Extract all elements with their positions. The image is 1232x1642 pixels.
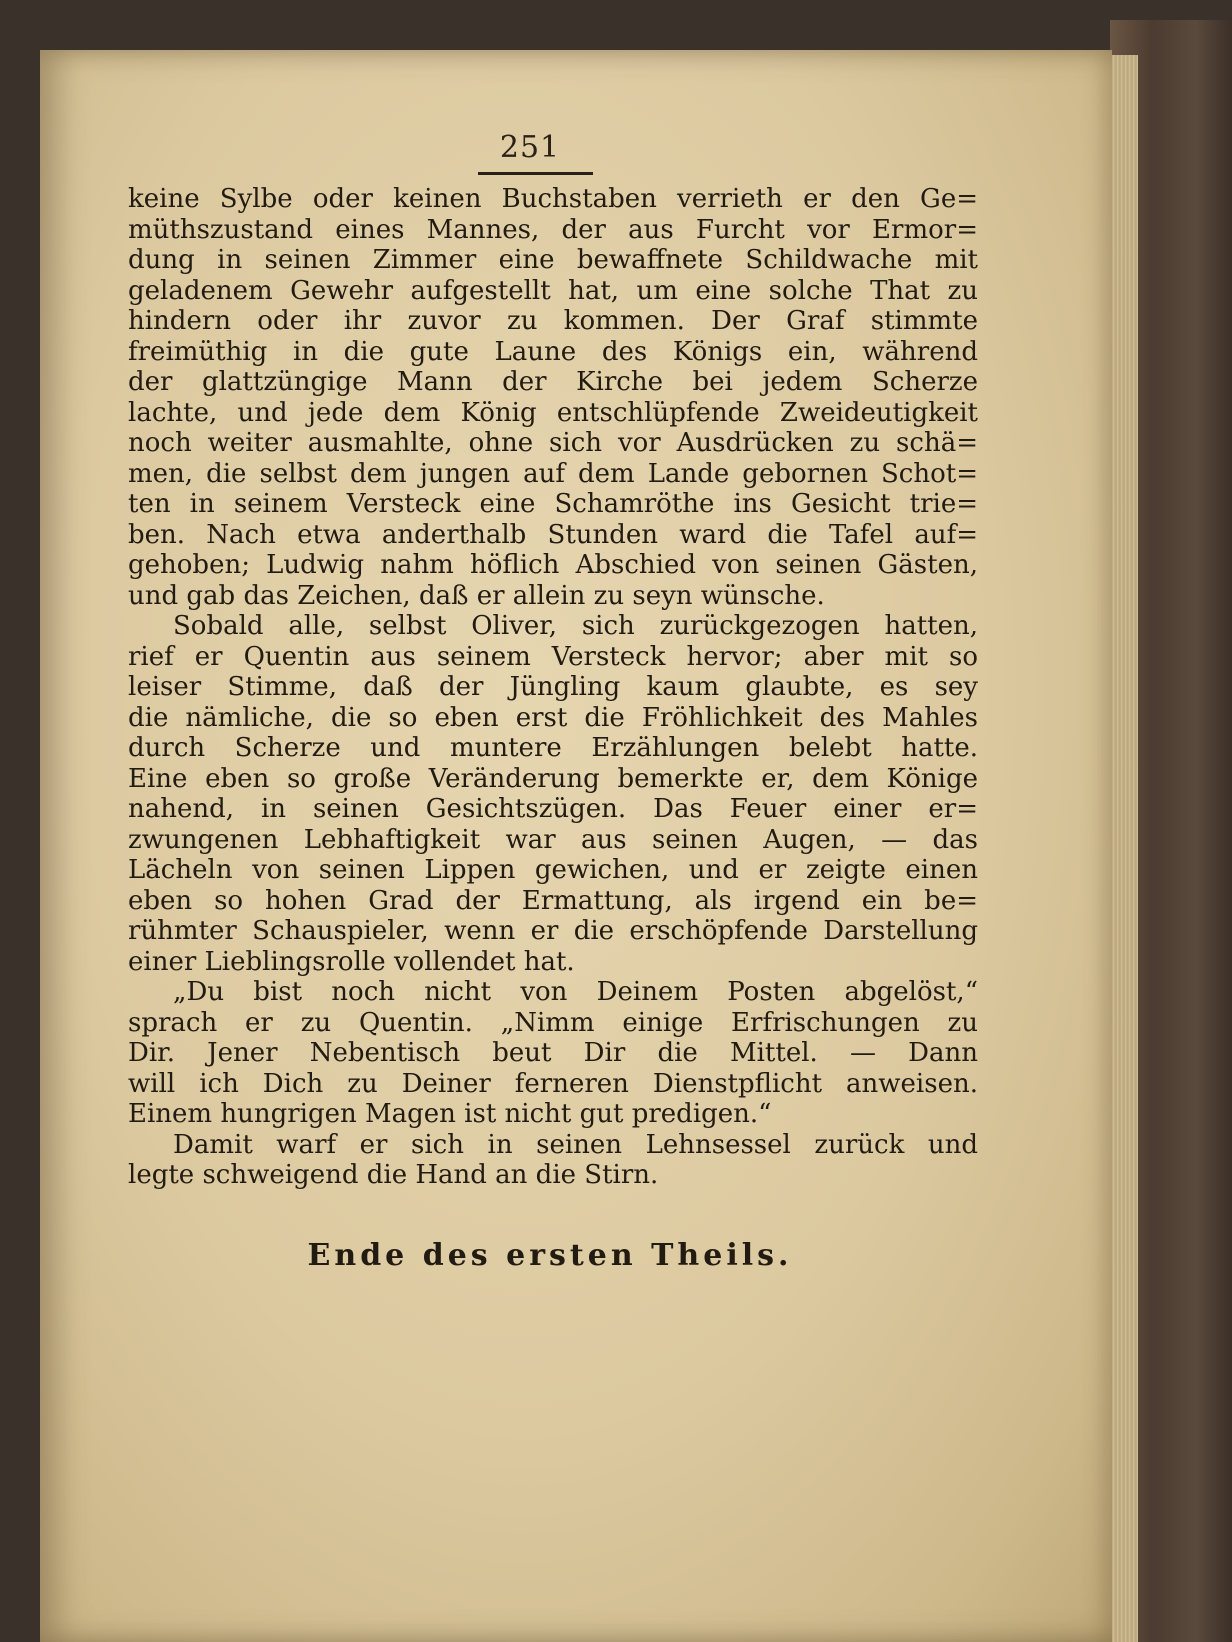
text-line: legte schweigend die Hand an die Stirn. <box>128 1160 659 1190</box>
text-line: die nämliche, die so eben erst die Fröhlichkeit des Mahles <box>128 702 978 733</box>
text-line: „Du bist noch nicht von Deinem Posten abgelöst,“ <box>173 977 978 1007</box>
text-line: durch Scherze und muntere Erzählungen belebt hatte. <box>128 733 978 763</box>
text-line: ben. Nach etwa anderthalb Stunden ward die Tafel auf= <box>128 519 978 550</box>
header-rule <box>478 172 593 175</box>
text-line: Eine eben so große Veränderung bemerkte er, dem Könige <box>128 763 978 794</box>
text-line: Einem hungrigen Magen ist nicht gut predigen.“ <box>128 1099 772 1129</box>
text-line: rühmter Schauspieler, wenn er die erschöpfende Darstellung <box>128 916 978 946</box>
closing-line: Ende des ersten Theils. <box>307 1238 793 1273</box>
text-line: geladenem Gewehr aufgestellt hat, um eine solche That zu <box>128 275 978 306</box>
text-line: sprach er zu Quentin. „Nimm einige Erfrischungen zu <box>128 1007 978 1038</box>
body-text <box>128 184 978 1191</box>
text-line: lachte, und jede dem König entschlüpfende Zweideutigkeit <box>128 397 978 428</box>
text-line: Damit warf er sich in seinen Lehnsessel zurück und <box>173 1129 978 1160</box>
text-line: nahend, in seinen Gesichtszügen. Das Feuer einer er= <box>128 794 978 824</box>
text-line: ten in seinem Versteck eine Schamröthe ins Gesicht trie= <box>128 489 978 519</box>
text-line: keine Sylbe oder keinen Buchstaben verrieth er den Ge= <box>128 184 978 214</box>
text-line: und gab das Zeichen, daß er allein zu seyn wünsche. <box>128 580 825 611</box>
text-line: Lächeln von seinen Lippen gewichen, und er zeigte einen <box>128 855 978 885</box>
text-line: Dir. Jener Nebentisch beut Dir die Mittel. — Dann <box>128 1038 978 1068</box>
text-line: hindern oder ihr zuvor zu kommen. Der Graf stimmte <box>128 306 978 336</box>
text-line: einer Lieblingsrolle vollendet hat. <box>128 946 575 977</box>
text-line: noch weiter ausmahlte, ohne sich vor Ausdrücken zu schä= <box>128 428 978 458</box>
text-line: will ich Dich zu Deiner ferneren Dienstpflicht anweisen. <box>128 1068 978 1099</box>
text-line: dung in seinen Zimmer eine bewaffnete Schildwache mit <box>128 245 978 275</box>
text-line: der glattzüngige Mann der Kirche bei jedem Scherze <box>128 367 978 397</box>
text-line: eben so hohen Grad der Ermattung, als irgend ein be= <box>128 885 978 916</box>
text-line: gehoben; Ludwig nahm höflich Abschied von seinen Gästen, <box>128 550 978 580</box>
page-number: 251 <box>499 130 561 165</box>
text-line: Sobald alle, selbst Oliver, sich zurückgezogen hatten, <box>173 611 978 641</box>
text-line: zwungenen Lebhaftigkeit war aus seinen Augen, — das <box>128 824 978 855</box>
text-line: leiser Stimme, daß der Jüngling kaum glaubte, es sey <box>128 672 978 702</box>
text-line: men, die selbst dem jungen auf dem Lande gebornen Schot= <box>128 458 978 489</box>
text-line: freimüthig in die gute Laune des Königs ein, während <box>128 336 978 367</box>
text-line: rief er Quentin aus seinem Versteck hervor; aber mit so <box>128 641 978 672</box>
text-line: müthszustand eines Mannes, der aus Furcht vor Ermor= <box>128 214 978 245</box>
